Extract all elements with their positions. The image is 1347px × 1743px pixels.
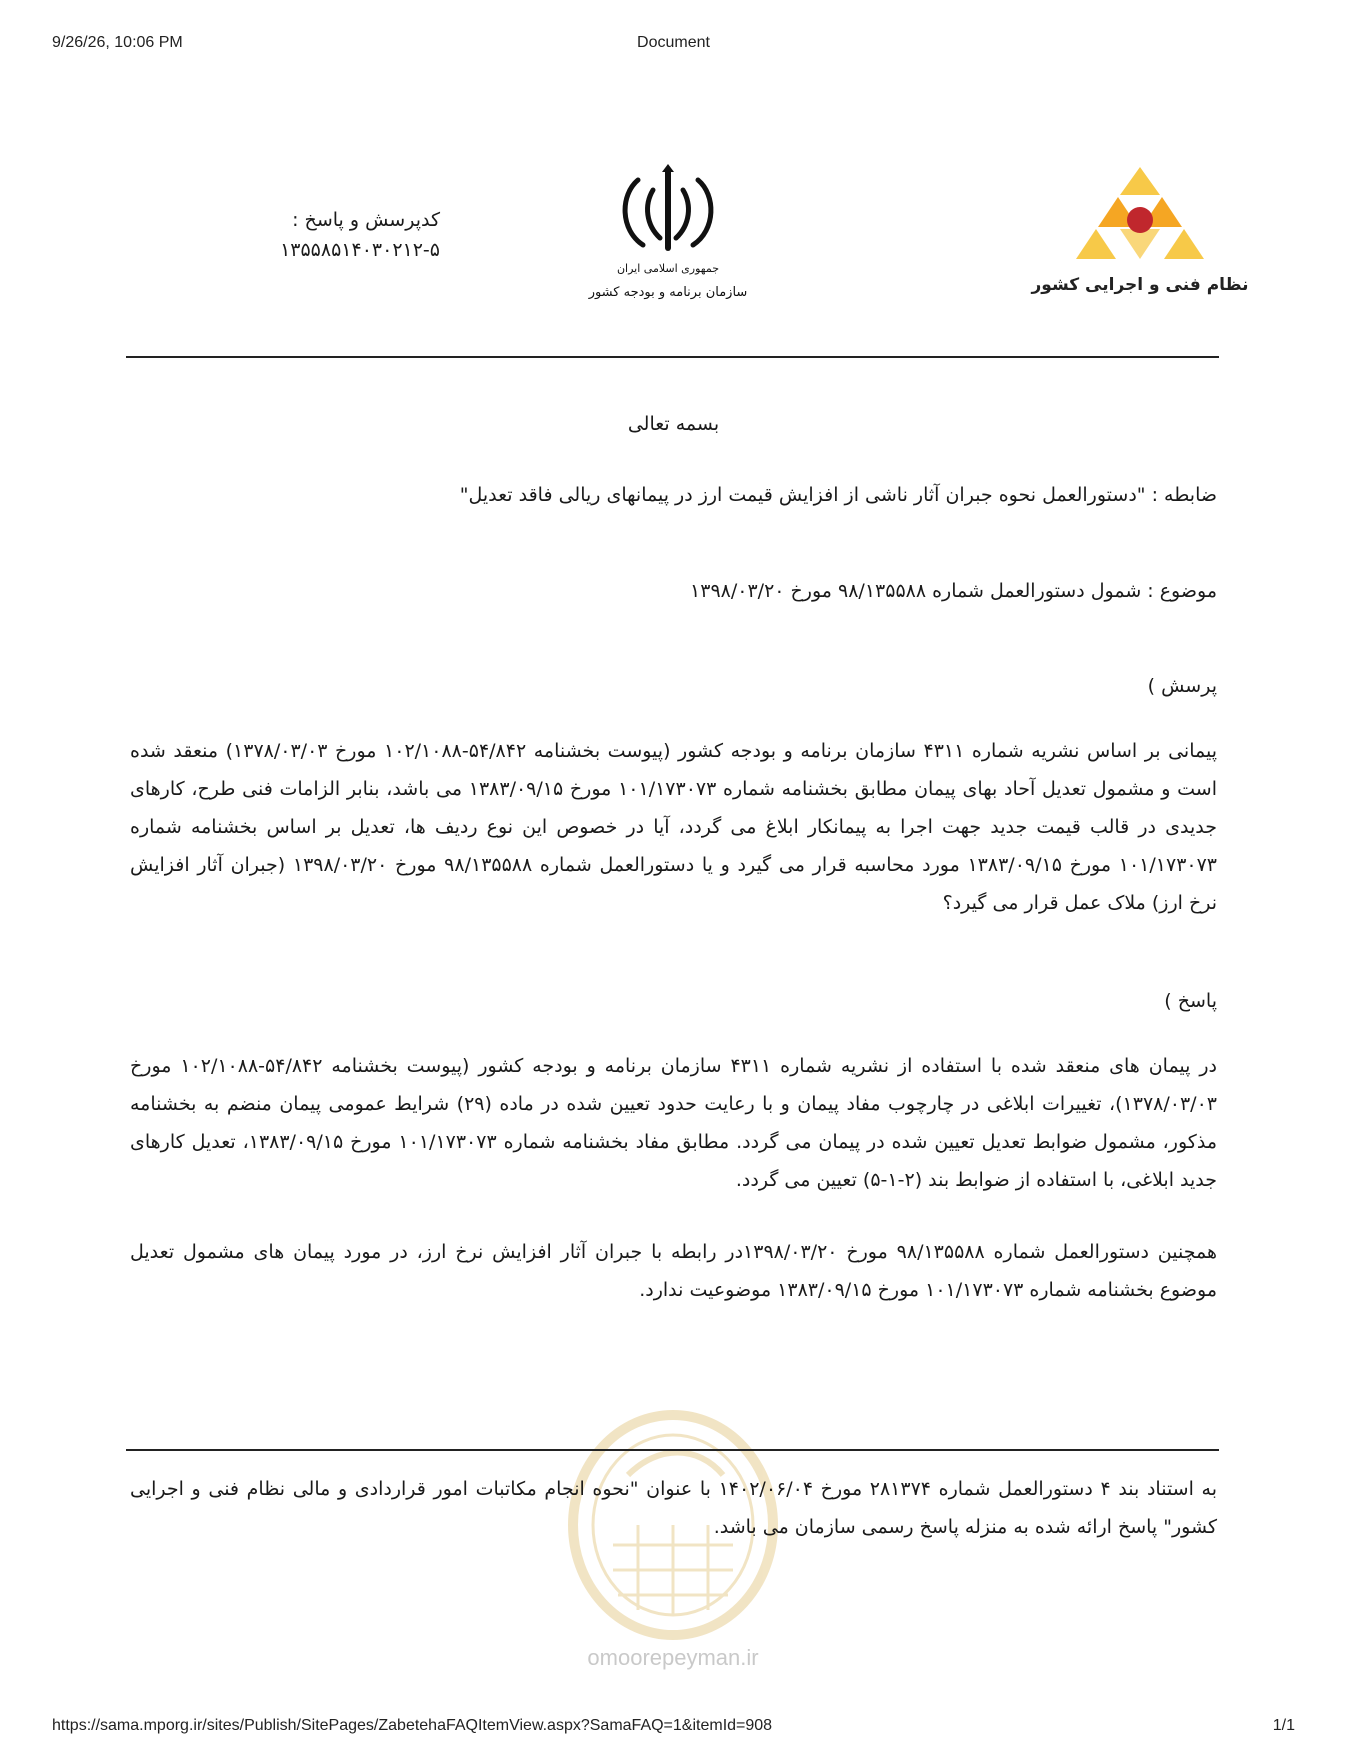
watermark-site: omoorepeyman.ir xyxy=(587,1645,759,1670)
emblem-line1: جمهوری اسلامی ایران xyxy=(616,262,720,275)
print-header xyxy=(0,34,1347,56)
mporg-logo-icon xyxy=(1031,165,1249,300)
header-divider xyxy=(126,356,1219,358)
answer-heading: پاسخ ) xyxy=(1164,990,1217,1012)
iran-emblem-icon xyxy=(588,160,748,310)
print-footer xyxy=(0,1717,1347,1739)
qa-code-label: کدپرسش و پاسخ : xyxy=(292,209,440,231)
footnote: به استناد بند ۴ دستورالعمل شماره ۲۸۱۳۷۴ مورخ ۱۴۰۲/۰۶/۰۴ با عنوان "نحوه انجام مکاتبات امور قراردادی و مالی نظام فنی و اجرایی کشور" پاسخ ارائه شده به منزله پاسخ رسمی سازمان می باشد. xyxy=(130,1478,1217,1538)
print-datetime: 9/26/26, 10:06 PM xyxy=(52,34,183,51)
regulation-line: ضابطه : "دستورالعمل نحوه جبران آثار ناشی از افزایش قیمت ارز در پیمانهای ریالی فاقد تعدیل" xyxy=(459,484,1217,506)
answer-paragraph-1: در پیمان های منعقد شده با استفاده از نشریه شماره ۴۳۱۱ سازمان برنامه و بودجه کشور (پیوست بخشنامه ۵۴/۸۴۲-۱۰۲/۱۰۸۸ مورخ ۱۳۷۸/۰۳/۰۳)، تغییرات ابلاغی در چارچوب مفاد پیمان و با رعایت حدود تعیین شده در ماده (۲۹) شرایط عمومی پیمان منضم به بخشنامه مذکور، مشمول ضوابط تعدیل تعیین شده در پیمان می گردد. مطابق مفاد بخشنامه شماره ۱۰۱/۱۷۳۰۷۳ مورخ ۱۳۸۳/۰۹/۱۵، تعدیل کارهای جدید ابلاغی، با استفاده از ضوابط بند (۲-۱-۵) تعیین می گردد. xyxy=(130,1055,1217,1191)
question-body: پیمانی بر اساس نشریه شماره ۴۳۱۱ سازمان برنامه و بودجه کشور (پیوست بخشنامه ۵۴/۸۴۲-۱۰۲/۱۰۸۸ مورخ ۱۳۷۸/۰۳/۰۳) منعقد شده است و مشمول تعدیل آحاد بهای پیمان مطابق بخشنامه شماره ۱۰۱/۱۷۳۰۷۳ مورخ ۱۳۸۳/۰۹/۱۵ می باشد، بنابر الزامات فنی طرح، کارهای جدیدی در قالب قیمت جدید جهت اجرا به پیمانکار ابلاغ می گردد، آیا در خصوص این نوع ردیف ها، تعدیل بر اساس بخشنامه شماره ۱۰۱/۱۷۳۰۷۳ مورخ ۱۳۸۳/۰۹/۱۵ مورد محاسبه قرار می گیرد و یا دستورالعمل شماره ۹۸/۱۳۵۵۸۸ مورخ ۱۳۹۸/۰۳/۲۰ (جبران آثار افزایش نرخ ارز) ملاک عمل قرار می گیرد؟ xyxy=(130,740,1218,914)
emblem-line2: سازمان برنامه و بودجه کشور xyxy=(588,285,748,300)
footer-divider xyxy=(126,1449,1219,1451)
subject-line: موضوع : شمول دستورالعمل شماره ۹۸/۱۳۵۵۸۸ مورخ ۱۳۹۸/۰۳/۲۰ xyxy=(690,580,1217,602)
print-page-number: 1/1 xyxy=(1272,1717,1295,1734)
qa-code-value: ۱۳۵۵۸۵۱۴۰۳۰۲۱۲-۵ xyxy=(280,239,440,261)
answer-paragraph-2: همچنین دستورالعمل شماره ۹۸/۱۳۵۵۸۸ مورخ ۱۳۹۸/۰۳/۲۰در رابطه با جبران آثار افزایش نرخ ارز، در مورد پیمان های مشمول تعدیل موضوع بخشنامه شماره ۱۰۱/۱۷۳۰۷۳ مورخ ۱۳۸۳/۰۹/۱۵ موضوعیت ندارد. xyxy=(130,1241,1218,1301)
mporg-logo-text: نظام فنی و اجرایی کشور xyxy=(1031,275,1249,295)
invocation: بسمه تعالی xyxy=(627,413,720,435)
print-url: https://sama.mporg.ir/sites/Publish/SitePages/ZabetehaFAQItemView.aspx?SamaFAQ=1&itemId=908 xyxy=(52,1717,773,1734)
print-title: Document xyxy=(637,34,710,51)
question-heading: پرسش ) xyxy=(1147,675,1217,697)
qa-code-block xyxy=(200,205,440,265)
